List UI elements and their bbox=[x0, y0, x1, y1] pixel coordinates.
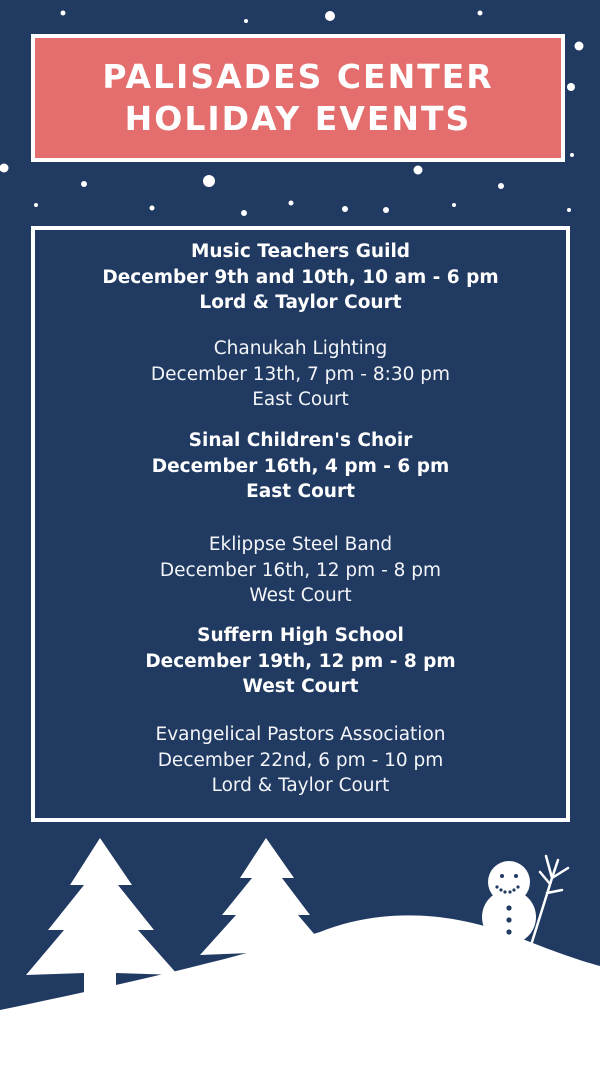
event-music-teachers-guild bbox=[35, 239, 566, 316]
events-list bbox=[31, 226, 570, 822]
event-location: East Court bbox=[252, 389, 349, 411]
event-date: December 13th, 7 pm - 8:30 pm bbox=[150, 363, 451, 385]
title-line-1: PALISADES CENTER bbox=[102, 57, 494, 96]
event-chanukah-lighting bbox=[35, 336, 566, 413]
event-date: December 22nd, 6 pm - 10 pm bbox=[157, 749, 444, 771]
snowman-icon bbox=[482, 856, 568, 944]
event-name: Chanukah Lighting bbox=[213, 338, 388, 359]
event-date: December 19th, 12 pm - 8 pm bbox=[145, 650, 456, 672]
event-name: Evangelical Pastors Association bbox=[155, 724, 446, 745]
event-name: Suffern High School bbox=[197, 625, 404, 646]
event-location: West Court bbox=[242, 676, 359, 698]
event-location: Lord & Taylor Court bbox=[211, 775, 390, 797]
event-name: Eklippse Steel Band bbox=[208, 534, 393, 555]
event-date: December 16th, 12 pm - 8 pm bbox=[159, 559, 442, 581]
event-location: Lord & Taylor Court bbox=[199, 292, 402, 314]
event-date: December 16th, 4 pm - 6 pm bbox=[151, 455, 450, 477]
event-suffern-high-school bbox=[35, 623, 566, 700]
winter-scene bbox=[0, 830, 600, 1067]
event-location: East Court bbox=[246, 481, 355, 503]
event-steel-band bbox=[35, 532, 566, 609]
event-name: Sinal Children's Choir bbox=[188, 430, 413, 451]
event-location: West Court bbox=[249, 585, 352, 607]
title-banner bbox=[31, 34, 565, 162]
event-name: Music Teachers Guild bbox=[190, 241, 411, 262]
event-children-choir bbox=[35, 428, 566, 505]
event-date: December 9th and 10th, 10 am - 6 pm bbox=[102, 266, 499, 288]
title-line-2: HOLIDAY EVENTS bbox=[124, 99, 472, 138]
event-pastors-association bbox=[35, 722, 566, 799]
